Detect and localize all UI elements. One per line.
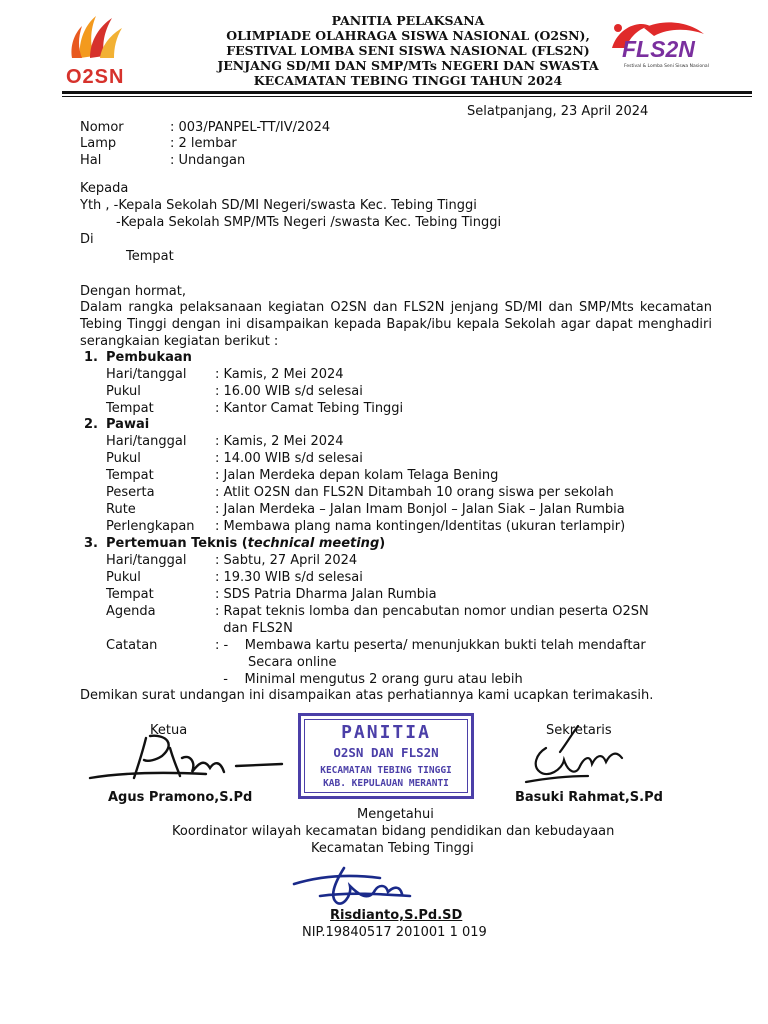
row-value: - Minimal mengutus 2 orang guru atau lebih [215, 672, 523, 687]
committee-stamp [298, 713, 474, 799]
row-label: Agenda [106, 604, 156, 619]
koordinator-line-2: Kecamatan Tebing Tinggi [311, 841, 474, 856]
row-label: Hari/tanggal [106, 434, 187, 449]
row-value: : Kamis, 2 Mei 2024 [215, 434, 344, 449]
row-value: : 16.00 WIB s/d selesai [215, 384, 363, 399]
letterhead-line: OLIMPIADE OLAHRAGA SISWA NASIONAL (O2SN), [226, 28, 590, 43]
row-label: Catatan [106, 638, 158, 653]
row-value: : SDS Patria Dharma Jalan Rumbia [215, 587, 437, 602]
sekretaris-signature-icon [518, 722, 638, 792]
row-label: Pukul [106, 384, 141, 399]
row-label: Tempat [106, 468, 154, 483]
meta-label-nomor: Nomor [80, 120, 124, 135]
row-label: Tempat [106, 401, 154, 416]
row-value: : Kamis, 2 Mei 2024 [215, 367, 344, 382]
row-label: Tempat [106, 587, 154, 602]
row-label: Hari/tanggal [106, 367, 187, 382]
row-label: Rute [106, 502, 136, 517]
row-value: : Jalan Merdeka depan kolam Telaga Bening [215, 468, 499, 483]
section-title-main: Pertemuan Teknis ( [106, 536, 248, 551]
row-value: : 14.00 WIB s/d selesai [215, 451, 363, 466]
row-value: : Sabtu, 27 April 2024 [215, 553, 358, 568]
row-label: Pukul [106, 570, 141, 585]
letterhead-line: JENJANG SD/MI DAN SMP/MTs NEGERI DAN SWASTA [217, 58, 599, 73]
recipient-line-1: Yth , -Kepala Sekolah SD/MI Negeri/swasta Kec. Tebing Tinggi [80, 198, 477, 213]
row-value: : - Membawa kartu peserta/ menunjukkan bukti telah mendaftar [215, 638, 646, 653]
meta-value-hal: : Undangan [170, 153, 246, 168]
letterhead-line: KECAMATAN TEBING TINGGI TAHUN 2024 [253, 73, 563, 88]
intro-paragraph: Dalam rangka pelaksanaan kegiatan O2SN dan FLS2N jenjang SD/MI dan SMP/Mts kecamatan Tebing Tinggi dengan ini disampaikan kepada Bapak/ibu kepala Sekolah agar dapat menghadiri serangkaian kegiatan berikut : [80, 300, 712, 349]
fls2n-logo-subtext: Festival & Lomba Seni Siswa Nasional [624, 64, 709, 69]
section-title-italic: technical meeting [247, 536, 380, 551]
section-title: Pembukaan [106, 350, 192, 365]
letterhead-rule-thick [62, 91, 752, 94]
stamp-line-3: KECAMATAN TEBING TINGGI [320, 765, 452, 776]
sekretaris-role: Sekretaris [546, 723, 612, 738]
meta-label-hal: Hal [80, 153, 102, 168]
row-label: Perlengkapan [106, 519, 195, 534]
recipient-line-2: -Kepala Sekolah SMP/MTs Negeri /swasta Kec. Tebing Tinggi [116, 215, 502, 230]
fls2n-logo-text: FLS2N [622, 36, 695, 62]
row-value: : Kantor Camat Tebing Tinggi [215, 401, 404, 416]
row-value: : Atlit O2SN dan FLS2N Ditambah 10 orang siswa per sekolah [215, 485, 614, 500]
meta-label-lamp: Lamp [80, 136, 117, 151]
row-value: : 19.30 WIB s/d selesai [215, 570, 363, 585]
ketua-signature-icon [86, 728, 286, 788]
row-label: Hari/tanggal [106, 553, 187, 568]
section-number: 1. [84, 350, 98, 365]
section-number: 3. [84, 536, 98, 551]
greeting: Dengan hormat, [80, 284, 187, 299]
recipient-di: Di [80, 232, 94, 247]
letterhead-title [24, 13, 768, 88]
row-value: : Rapat teknis lomba dan pencabutan nomor undian peserta O2SN [215, 604, 649, 619]
row-label: Pukul [106, 451, 141, 466]
meta-value-lamp: : 2 lembar [170, 136, 237, 151]
row-value: dan FLS2N [215, 621, 293, 636]
letterhead-line: FESTIVAL LOMBA SENI SISWA NASIONAL (FLS2N) [226, 43, 590, 58]
section-title-end: ) [379, 536, 386, 551]
stamp-line-2: O2SN DAN FLS2N [333, 745, 439, 760]
stamp-line-4: KAB. KEPULAUAN MERANTI [323, 778, 449, 789]
meta-value-nomor: : 003/PANPEL-TT/IV/2024 [170, 120, 331, 135]
koordinator-nip: NIP.19840517 201001 1 019 [302, 925, 487, 940]
recipient-title: Kepada [80, 181, 129, 196]
closing-sentence: Demikan surat undangan ini disampaikan atas perhatiannya kami ucapkan terimakasih. [80, 688, 654, 703]
row-value: Secara online [215, 655, 337, 670]
section-number: 2. [84, 417, 98, 432]
letterhead-line: PANITIA PELAKSANA [331, 13, 485, 28]
ketua-name: Agus Pramono,S.Pd [108, 790, 253, 805]
place-date: Selatpanjang, 23 April 2024 [467, 104, 649, 119]
letterhead-rule-thin [62, 96, 752, 97]
koordinator-line-1: Koordinator wilayah kecamatan bidang pendidikan dan kebudayaan [172, 824, 615, 839]
sekretaris-name: Basuki Rahmat,S.Pd [515, 790, 663, 805]
koordinator-name: Risdianto,S.Pd.SD [330, 908, 463, 923]
ketua-role: Ketua [150, 723, 188, 738]
o2sn-logo-text: O2SN [66, 66, 125, 88]
stamp-line-1: PANITIA [341, 722, 431, 743]
row-label: Peserta [106, 485, 155, 500]
section-title: Pawai [106, 417, 150, 432]
row-value: : Membawa plang nama kontingen/Identitas (ukuran terlampir) [215, 519, 626, 534]
row-value: : Jalan Merdeka – Jalan Imam Bonjol – Jalan Siak – Jalan Rumbia [215, 502, 625, 517]
recipient-tempat: Tempat [126, 249, 174, 264]
section-title [106, 535, 385, 552]
mengetahui-label: Mengetahui [357, 807, 434, 822]
